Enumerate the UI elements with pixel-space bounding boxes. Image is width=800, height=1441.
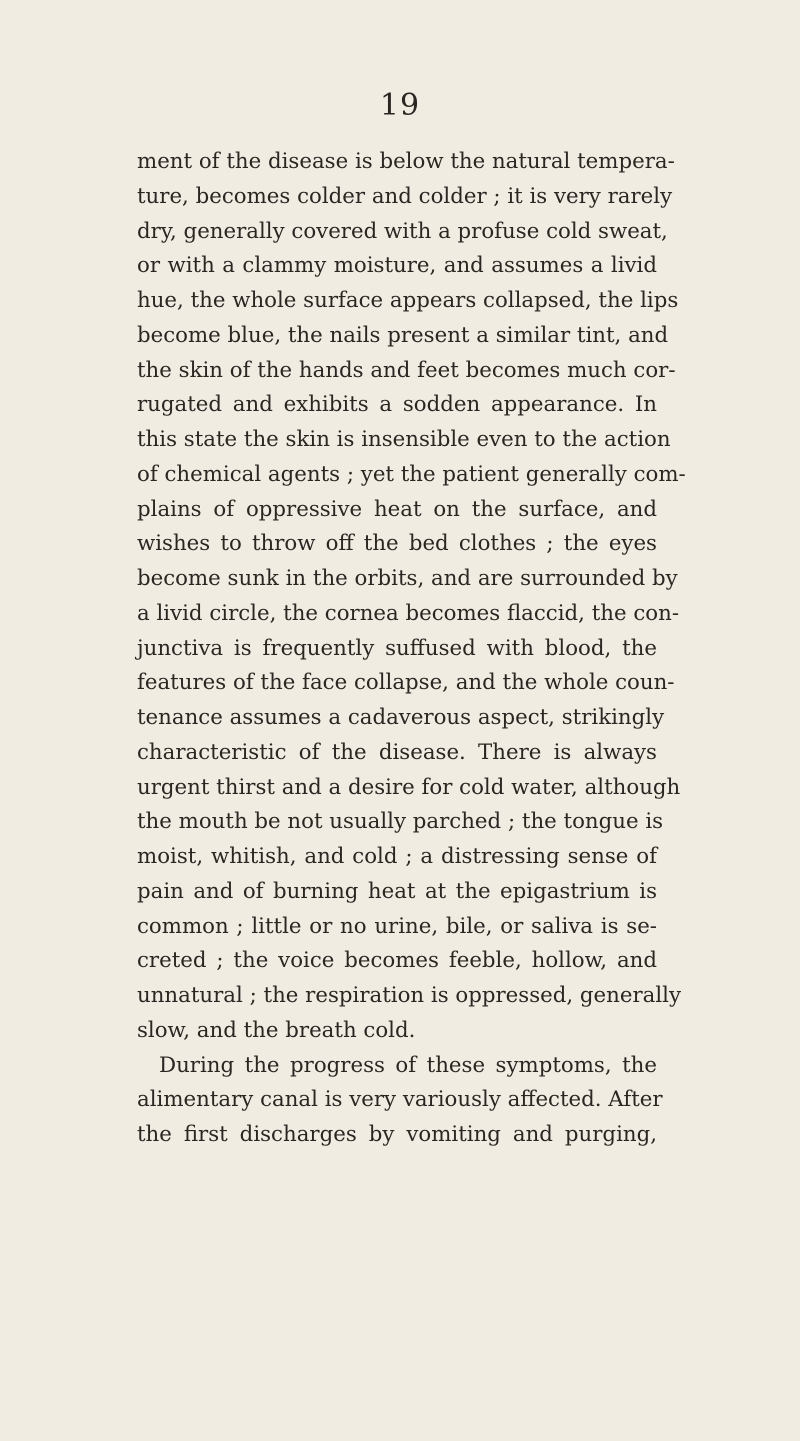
text-line: a livid circle, the cornea becomes flaccid, the con- [137, 600, 680, 626]
text-line: rugated and exhibits a sodden appearance. In [137, 392, 657, 418]
text-line: of chemical agents ; yet the patient generally com- [137, 461, 686, 487]
text-line: urgent thirst and a desire for cold water, although [137, 774, 681, 800]
text-line: junctiva is frequently suffused with blood, the [137, 635, 657, 661]
text-line: the first discharges by vomiting and purging, [137, 1122, 657, 1147]
text-line: or with a clammy moisture, and assumes a livid [137, 253, 657, 279]
text-line: dry, generally covered with a profuse cold sweat, [137, 218, 668, 244]
page-number: 19 [379, 88, 421, 123]
text-line: unnatural ; the respiration is oppressed, generally [137, 983, 681, 1008]
text-line: moist, whitish, and cold ; a distressing sense of [137, 844, 657, 869]
text-line: alimentary canal is very variously affected. After [137, 1087, 663, 1113]
body-text [137, 145, 686, 1153]
text-line: common ; little or no urine, bile, or saliva is se- [137, 913, 657, 939]
text-line: During the progress of these symptoms, the [159, 1052, 657, 1078]
text-line: become sunk in the orbits, and are surrounded by [137, 566, 678, 591]
text-line: this state the skin is insensible even to the action [137, 427, 671, 452]
text-line: wishes to throw off the bed clothes ; the eyes [137, 531, 657, 557]
text-line: the skin of the hands and feet becomes much cor- [137, 357, 676, 383]
text-line: become blue, the nails present a similar tint, and [137, 322, 669, 348]
text-line: characteristic of the disease. There is always [137, 739, 657, 765]
text-line: creted ; the voice becomes feeble, hollow, and [137, 948, 657, 974]
text-line: features of the face collapse, and the whole coun- [137, 670, 675, 696]
text-line: slow, and the breath cold. [137, 1017, 416, 1043]
text-line: hue, the whole surface appears collapsed, the lips [137, 288, 679, 313]
text-line: plains of oppressive heat on the surface, and [137, 496, 657, 522]
text-line: ment of the disease is below the natural tempera- [137, 149, 675, 174]
text-line: tenance assumes a cadaverous aspect, strikingly [137, 705, 665, 730]
text-line: the mouth be not usually parched ; the tongue is [137, 809, 664, 835]
text-line: ture, becomes colder and colder ; it is very rarely [137, 183, 673, 209]
text-line: pain and of burning heat at the epigastrium is [137, 878, 657, 904]
